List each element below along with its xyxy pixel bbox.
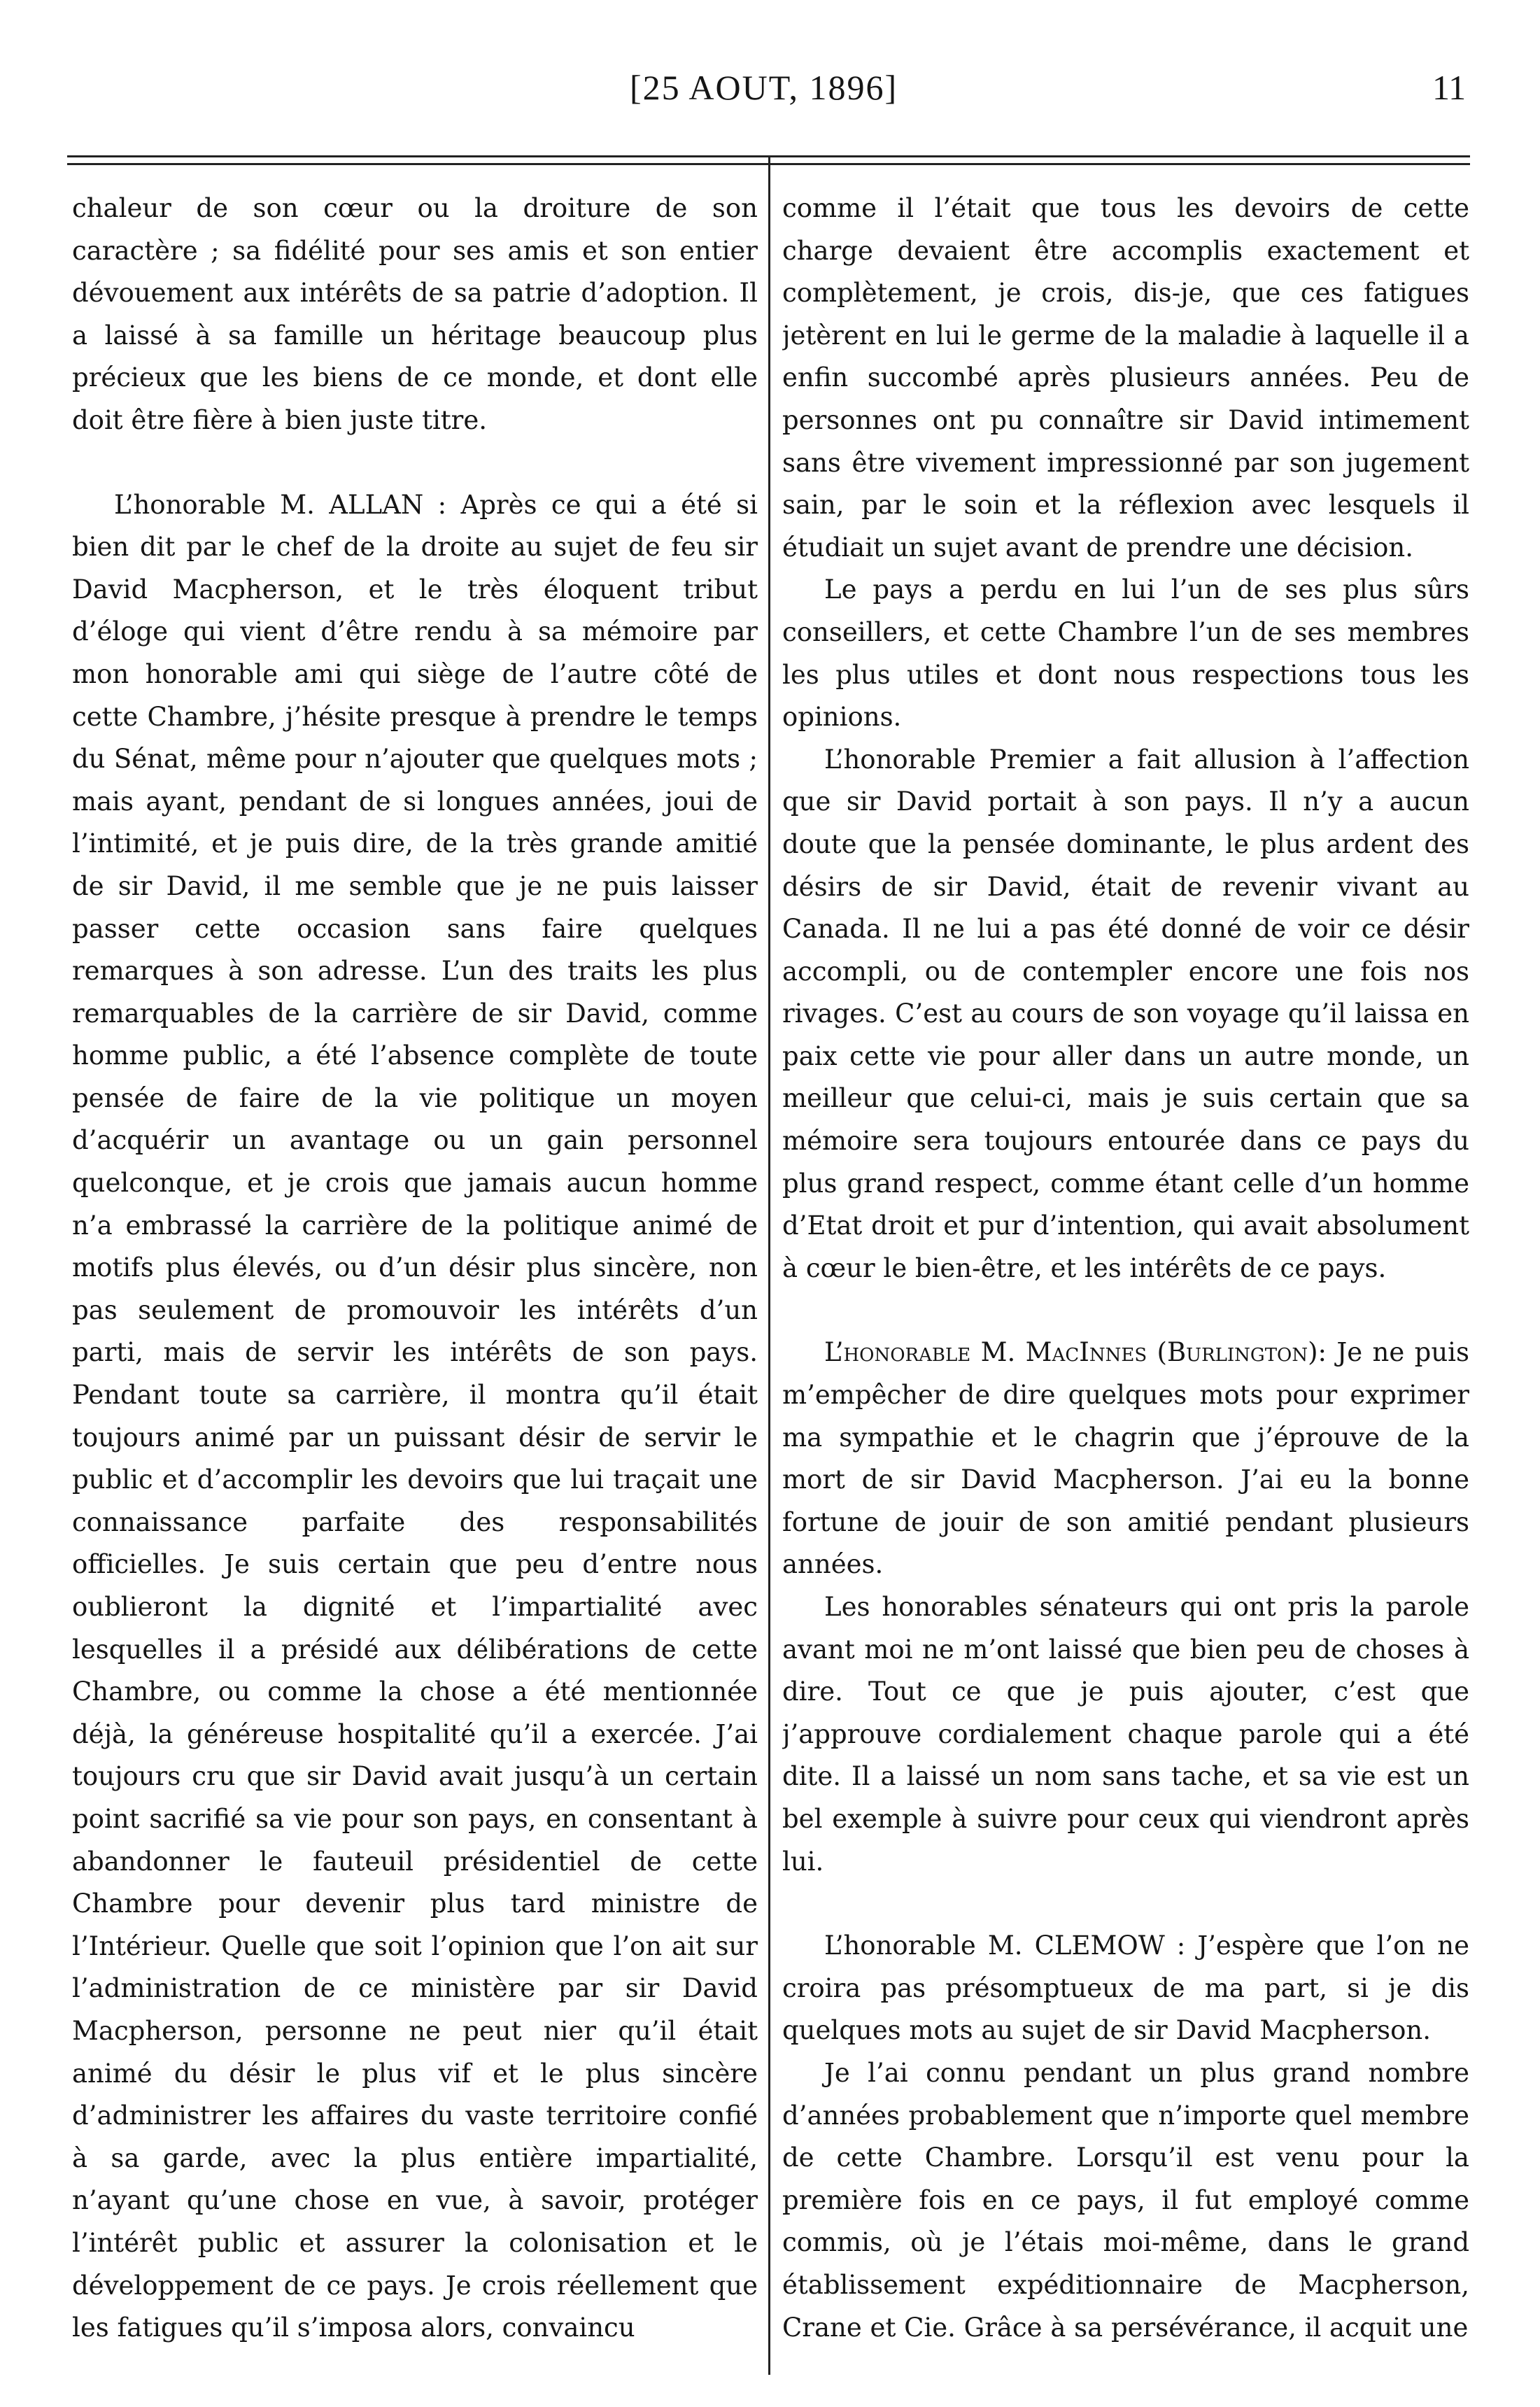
- speech-text: Après ce qui a été si bien dit par le chef de la droite au sujet de feu sir David Macpherson, et le très éloquent tribut d’éloge qui vient d’être rendu à sa mémoire par mon honorable ami qui siège de l’autre côté de cette Chambre, j’hésite presque à prendre le temps du Sénat, même pour n’ajouter que quelques mots ; mais ayant, pendant de si longues années, joui de l’intimité, et je puis dire, de la très grande amitié de sir David, il me semble que je ne puis laisser passer cette occasion sans faire quelques remarques à son adresse. L’un des traits les plus remarquables de la carrière de sir David, comme homme public, a été l’absence complète de toute pensée de faire de la vie politique un moyen d’acquérir un avantage ou un gain personnel quelconque, et je crois que jamais aucun homme n’a embrassé la carrière de la politique animé de motifs plus élevés, ou d’un désir plus sincère, non pas seulement de promouvoir les intérêts d’un parti, mais de servir les intérêts de son pays. Pendant toute sa carrière, il montra qu’il était toujours animé par un puissant désir de servir le public et d’accomplir les devoirs que lui traçait une connaissance parfaite des responsabilités officielles. Je suis certain que peu d’entre nous oublieront la dignité et l’impartialité avec lesquelles il a présidé aux délibérations de cette Chambre, ou comme la chose a été mentionnée déjà, la généreuse hospitalité qu’il a exercée. J’ai toujours cru que sir David avait jusqu’à un certain point sacrifié sa vie pour son pays, en consentant à abandonner le fauteuil présidentiel de cette Chambre pour devenir plus tard ministre de l’Intérieur. Quelle que soit l’opinion que l’on ait sur l’administration de ce ministère par sir David Macpherson, personne ne peut nier qu’il était animé du désir le plus vif et le plus sincère d’administrer les affaires du vaste territoire confié à sa garde, avec la plus entière impartialité, n’ayant qu’une chose en vue, à savoir, protéger l’intérêt public et assurer la colonisation et le développement de ce pays. Je crois réellement que les fatigues qu’il s’imposa alors, convaincu: [72, 489, 758, 2343]
- paragraph: Le pays a perdu en lui l’un de ses plus sûrs conseillers, et cette Chambre l’un de ses membres les plus utiles et dont nous respections tous les opinions.: [782, 574, 1469, 733]
- speech-text: J’espère que l’on ne croira pas présomptueux de ma part, si je dis quelques mots au sujet de sir David Macpherson.: [782, 1930, 1469, 2046]
- left-column: [72, 188, 758, 2378]
- paragraph-clemow: [782, 1925, 1469, 2052]
- paragraph: Je l’ai connu pendant un plus grand nombre d’années probablement que n’importe quel membre de cette Chambre. Lorsqu’il est venu pour la première fois en ce pays, il fut employé comme commis, où je l’étais moi-même, dans le grand établissement expéditionnaire de Macpherson, Crane et Cie. Grâce à sa persévérance, il acquit une: [782, 2057, 1469, 2343]
- speaker-name: L’honorable M. CLEMOW :: [824, 1930, 1186, 1961]
- paragraph-allan: [72, 484, 758, 2350]
- paragraph: L’honorable Premier a fait allusion à l’affection que sir David portait à son pays. Il n’y a aucun doute que la pensée dominante, le plus ardent des désirs de sir David, était de revenir vivant au Canada. Il ne lui a pas été donné de voir ce désir accompli, ou de contempler encore une fois nos rivages. C’est au cours de son voyage qu’il laissa en paix cette vie pour aller dans un autre monde, un meilleur que celui-ci, mais je suis certain que sa mémoire sera toujours entourée dans ce pays du plus grand respect, comme étant celle d’un homme d’Etat droit et pur d’intention, qui avait absolument à cœur le bien-être, et les intérêts de ce pays.: [782, 744, 1469, 1283]
- paragraph: Les honorables sénateurs qui ont pris la parole avant moi ne m’ont laissé que bien peu de choses à dire. Tout ce que je puis ajouter, c’est que j’approuve cordialement chaque parole qui a été dite. Il a laissé un nom sans tache, et sa vie est un bel exemple à suivre pour ceux qui viendront après lui.: [782, 1592, 1469, 1877]
- right-column: [782, 188, 1469, 2378]
- paragraph-macinnes: [782, 1332, 1469, 1586]
- page-number: 11: [1432, 68, 1467, 107]
- column-divider: [768, 155, 770, 2375]
- header-date: [25 AOUT, 1896]: [630, 68, 898, 107]
- speech-text: Je ne puis m’empêcher de dire quelques mots pour exprimer ma sympathie et le chagrin que j’éprouve de la mort de sir David Macpherson. J’ai eu la bonne fortune de jouir de son amitié pendant plusieurs années.: [782, 1337, 1469, 1580]
- speaker-name: L’honorable M. ALLAN :: [114, 489, 447, 520]
- speaker-name: L’honorable M. MacInnes (Burlington):: [824, 1337, 1327, 1368]
- page-header: [0, 67, 1540, 116]
- paragraph: comme il l’était que tous les devoirs de cette charge devaient être accomplis exactement et complètement, je crois, dis-je, que ces fatigues jetèrent en lui le germe de la maladie à laquelle il a enfin succombé après plusieurs années. Peu de personnes ont pu connaître sir David intimement sans être vivement impressionné par son jugement sain, par le soin et la réflexion avec lesquels il étudiait un sujet avant de prendre une décision.: [782, 193, 1469, 563]
- paragraph: chaleur de son cœur ou la droiture de son caractère ; sa fidélité pour ses amis et son entier dévouement aux intérêts de sa patrie d’adoption. Il a laissé à sa famille un héritage beaucoup plus précieux que les biens de ce monde, et dont elle doit être fière à bien juste titre.: [72, 193, 758, 435]
